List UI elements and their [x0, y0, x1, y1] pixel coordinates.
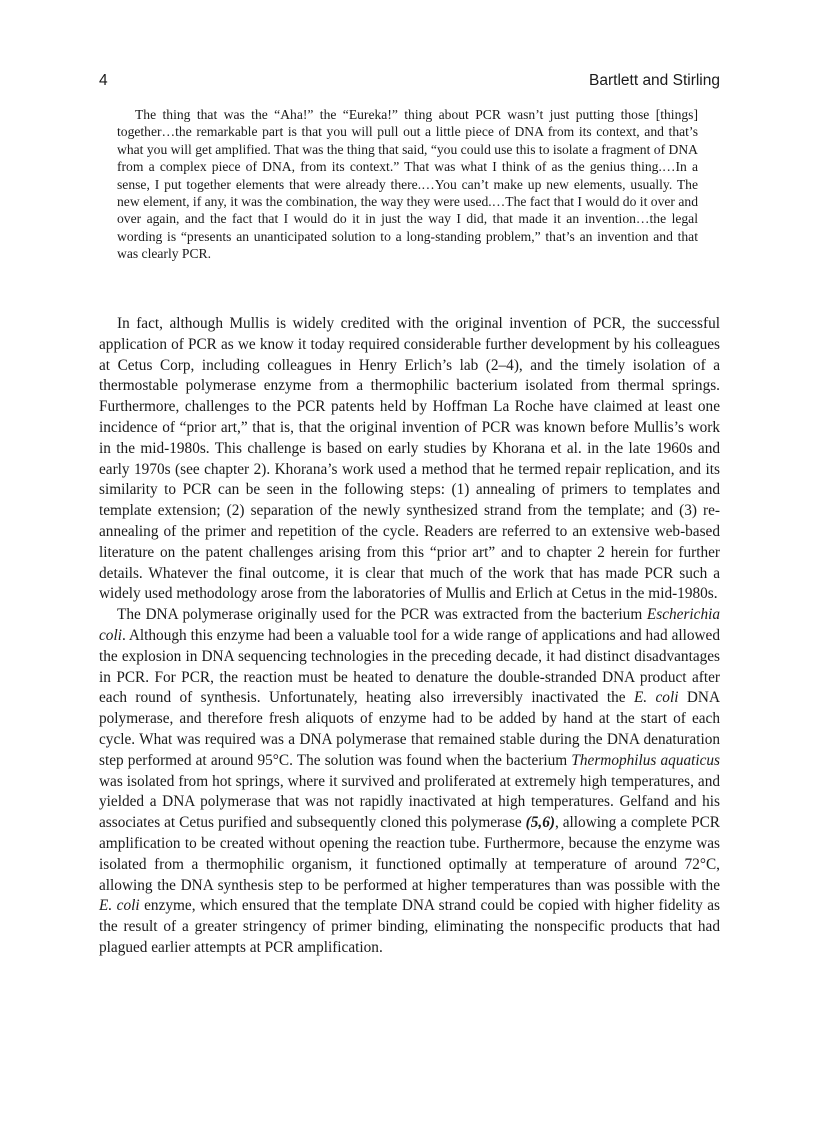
italic-term: E. coli [633, 689, 679, 707]
page-header [99, 72, 720, 96]
italic-term: Escherichia coli [99, 606, 720, 644]
block-quote: The thing that was the “Aha!” the “Eureka!” thing about PCR wasn’t just putting those [things] together…the remarkable part is that you will pull out a little piece of DNA from its context, and that’s what you will get amplified. That was the thing that said, “you could use this to isolate a fragment of DNA from a complex piece of DNA, from its context.” That was what I think of as the genius thing.…In a sense, I put together elements that were already there.…You can’t make up new elements, usually. The new element, if any, it was the combination, the way they were used.…The fact that I would do it over and over again, and the fact that I would do it in just the way I did, that made it an invention…the legal wording is “presents an unanticipated solution to a long-standing problem,” that’s an invention and that was clearly PCR. [117, 107, 698, 262]
page-number: 4 [99, 72, 108, 89]
running-head: Bartlett and Stirling [589, 72, 720, 89]
text-run: The DNA polymerase originally used for the PCR was extracted from the bacterium [117, 606, 647, 624]
text-run: . Although this enzyme had been a valuable tool for a wide range of applications and had allowed the explosion in DNA sequencing technologies in the preceding decade, it had distinct disadvantages in PCR. For PCR, the reaction must be heated to denature the double-stranded DNA product after each round of synthesis. Unfortunately, heating also irreversibly inactivated the [99, 626, 720, 707]
text-run: , allowing a complete PCR amplification to be created without opening the reaction tube. Furthermore, because the enzyme was isolated from a thermophilic organism, it functioned optimally at temperature of around 72°C, allowing the DNA synthesis step to be performed at higher temperatures than was possible with the [99, 814, 720, 894]
text-run: DNA polymerase, and therefore fresh aliquots of enzyme had to be added by hand at the start of each cycle. What was required was a DNA polymerase that remained stable during the DNA denaturation step performed at around 95°C. The solution was found when the bacterium [99, 689, 721, 769]
citation-reference: (5,6) [525, 814, 555, 832]
paragraph: In fact, although Mullis is widely credited with the original invention of PCR, the successful application of PCR as we know it today required considerable further development by his colleagues at Cetus Corp, including colleagues in Henry Erlich’s lab (2–4), and the timely isolation of a thermostable polymerase enzyme from a thermophilic bacterium isolated from thermal springs. Furthermore, challenges to the PCR patents held by Hoffman La Roche have claimed at least one incidence of “prior art,” that is, that the original invention of PCR was known before Mullis’s work in the mid-1980s. This challenge is based on early studies by Khorana et al. in the late 1960s and early 1970s (see chapter 2). Khorana’s work used a method that he termed repair replication, and its similarity to PCR can be seen in the following steps: (1) annealing of primers to templates and template extension; (2) separation of the newly synthesized strand from the template; and (3) re-annealing of the primer and repetition of the cycle. Readers are referred to an extensive web-based literature on the patent challenges arising from this “prior art” and to chapter 2 herein for further details. Whatever the final outcome, it is clear that much of the work that has made PCR such a widely used methodology arose from the laboratories of Mullis and Erlich at Cetus in the mid-1980s. [99, 315, 720, 603]
paragraph [99, 605, 720, 959]
text-run: was isolated from hot springs, where it survived and proliferated at extremely high temperatures, and yielded a DNA polymerase that was not rapidly inactivated at high temperatures. Gelfand and his associates at Cetus purified and subsequently cloned this polymerase [99, 772, 720, 832]
body-text [99, 314, 720, 959]
italic-term: Thermophilus aquaticus [571, 751, 721, 769]
italic-term: E. coli [99, 897, 140, 915]
text-run: enzyme, which ensured that the template DNA strand could be copied with higher fidelity as the result of a greater stringency of primer binding, eliminating the nonspecific products that had plagued earlier attempts at PCR amplification. [99, 897, 720, 956]
